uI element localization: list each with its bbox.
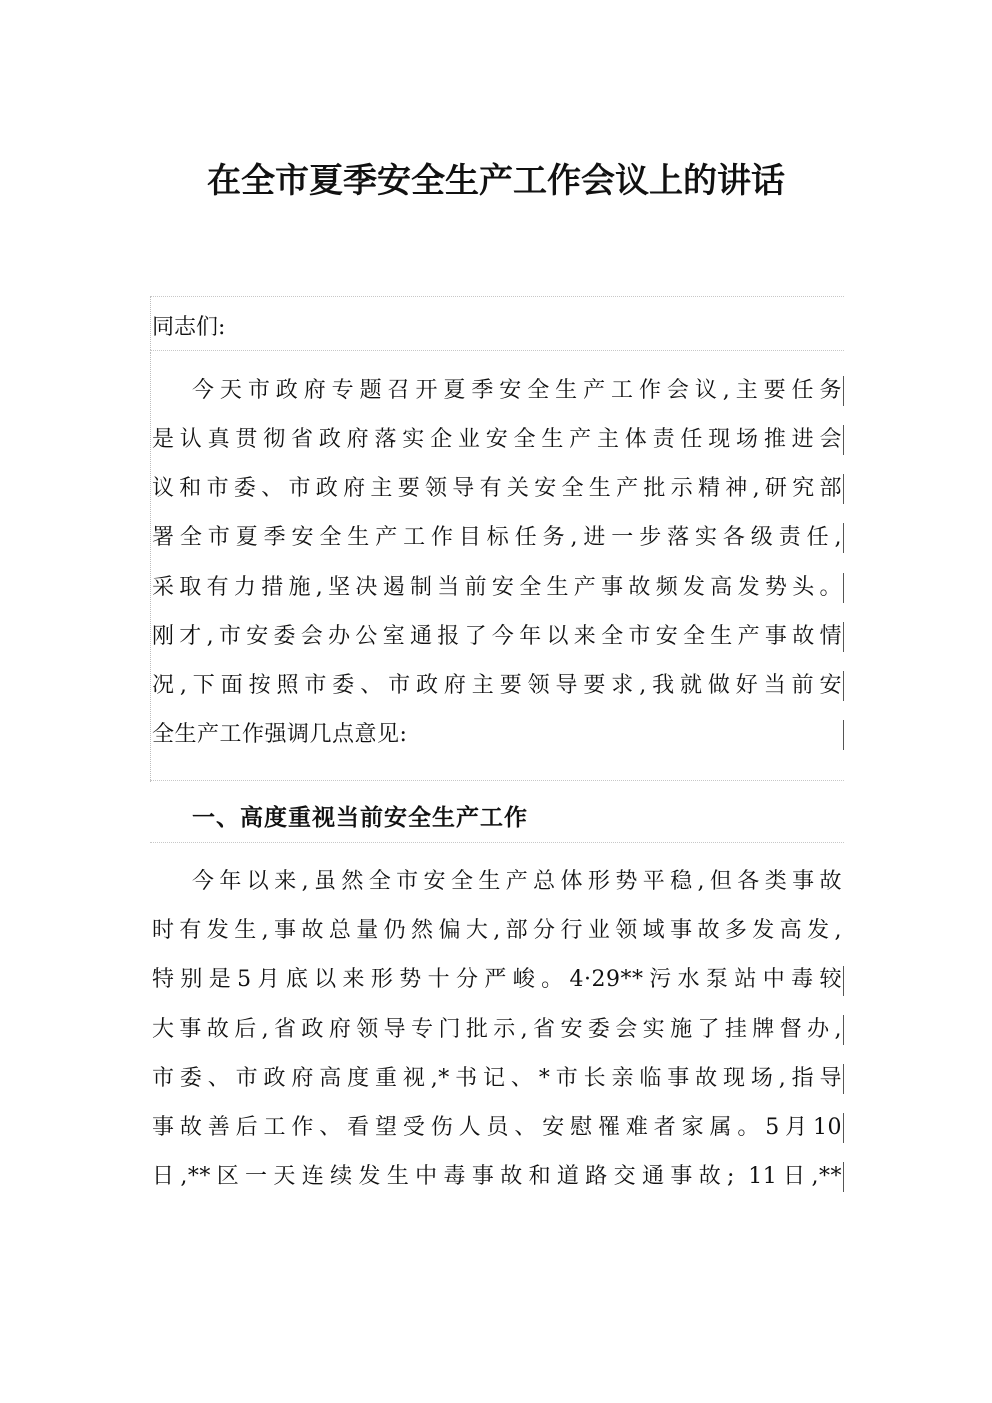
line-end-marker — [843, 1162, 844, 1192]
paragraph-1-line-2: 是认真贯彻省政府落实企业安全生产主体责任现场推进会 — [152, 427, 842, 452]
paragraph-2-line-4: 大事故后,省政府领导专门批示,省安委会实施了挂牌督办, — [152, 1017, 842, 1042]
paragraph-1-line-1: 今天市政府专题召开夏季安全生产工作会议,主要任务 — [192, 378, 842, 403]
paragraph-2-line-1: 今年以来,虽然全市安全生产总体形势平稳,但各类事故 — [192, 869, 842, 894]
paragraph-1-line-7: 况,下面按照市委、市政府主要领导要求,我就做好当前安 — [152, 673, 842, 698]
line-end-marker — [843, 425, 844, 455]
margin-marker-left — [150, 296, 151, 350]
line-end-marker — [843, 671, 844, 701]
divider-greeting — [150, 350, 844, 351]
greeting: 同志们: — [152, 315, 226, 340]
paragraph-2-line-2: 时有发生,事故总量仍然偏大,部分行业领域事故多发高发, — [152, 918, 842, 943]
paragraph-1-line-8: 全生产工作强调几点意见: — [152, 722, 408, 747]
paragraph-2-line-6: 事故善后工作、看望受伤人员、安慰罹难者家属。5月10 — [152, 1115, 842, 1140]
line-end-marker — [843, 1113, 844, 1143]
paragraph-2-line-3: 特别是5月底以来形势十分严峻。4·29**污水泵站中毒较 — [152, 967, 842, 992]
paragraph-2-line-5: 市委、市政府高度重视,*书记、*市长亲临事故现场,指导 — [152, 1066, 842, 1091]
margin-marker-left — [150, 352, 151, 782]
paragraph-1-line-6: 刚才,市安委会办公室通报了今年以来全市安全生产事故情 — [152, 624, 842, 649]
line-end-marker — [843, 1064, 844, 1094]
paragraph-1-line-4: 署全市夏季安全生产工作目标任务,进一步落实各级责任, — [152, 525, 842, 550]
document-title: 在全市夏季安全生产工作会议上的讲话 — [207, 161, 785, 201]
line-end-marker — [843, 1015, 844, 1045]
divider-heading-top — [150, 780, 844, 781]
line-end-marker — [843, 622, 844, 652]
paragraph-2-line-7: 日,**区一天连续发生中毒事故和道路交通事故; 11日,** — [152, 1164, 842, 1189]
line-end-marker — [843, 376, 844, 406]
line-end-marker — [843, 573, 844, 603]
line-end-marker — [843, 474, 844, 504]
paragraph-1-line-3: 议和市委、市政府主要领导有关安全生产批示精神,研究部 — [152, 476, 842, 501]
section-heading-1: 一、高度重视当前安全生产工作 — [192, 804, 528, 831]
line-end-marker — [843, 523, 844, 553]
divider-heading-bottom — [150, 842, 844, 843]
line-end-marker — [843, 720, 844, 750]
paragraph-1-line-5: 采取有力措施,坚决遏制当前安全生产事故频发高发势头。 — [152, 575, 842, 600]
divider-top — [150, 296, 844, 297]
line-end-marker — [843, 966, 844, 996]
